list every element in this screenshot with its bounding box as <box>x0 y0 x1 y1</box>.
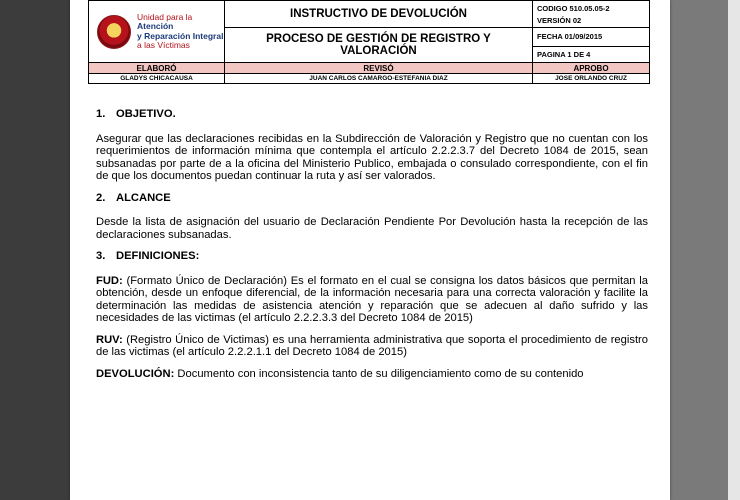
section-title: ALCANCE <box>116 191 171 204</box>
version-text: VERSIÓN 02 <box>537 15 582 25</box>
elaboro-label: ELABORÓ <box>89 63 225 74</box>
alcance-paragraph: Desde la lista de asignación del usuario de Declaración Pendiente Por Devolución hasta la recepción de las declaraciones subsanadas. <box>96 216 648 241</box>
colombia-seal-icon <box>97 15 131 49</box>
logo-cell <box>89 1 225 63</box>
section-title: OBJETIVO. <box>116 108 176 120</box>
section-number: 3. <box>96 250 106 262</box>
section-heading-definiciones <box>96 250 648 263</box>
brand-logo-text: Unidad para la Atención y Reparación Integral a las Víctimas <box>137 11 224 50</box>
reviso-name: JUAN CARLOS CAMARGO-ESTEFANIA DIAZ <box>225 74 533 84</box>
definition-term: FUD: <box>96 274 123 287</box>
document-header-table <box>88 0 650 84</box>
document-date: FECHA 01/09/2015 <box>533 28 650 47</box>
aprobo-name: JOSE ORLANDO CRUZ <box>533 74 650 84</box>
section-heading-objetivo <box>96 108 648 121</box>
document-title: INSTRUCTIVO DE DEVOLUCIÓN <box>225 1 533 28</box>
definition-term: DEVOLUCIÓN: <box>96 367 175 380</box>
section-heading-alcance <box>96 192 648 205</box>
definition-fud <box>96 275 648 325</box>
document-body <box>96 108 648 389</box>
document-code <box>533 1 650 28</box>
aprobo-label: APROBO <box>533 63 650 74</box>
document-page[interactable] <box>70 0 670 500</box>
viewer-scrollbar-track[interactable] <box>728 0 740 500</box>
code-text: CODIGO 510.05.05-2 <box>537 3 610 13</box>
elaboro-name: GLADYS CHICACAUSA <box>89 74 225 84</box>
definition-term: RUV: <box>96 333 123 346</box>
definition-text: Documento con inconsistencia tanto de su diligenciamiento como de su contenido <box>174 367 584 380</box>
definition-text: (Registro Único de Victimas) es una herramienta administrativa que soporta el procedimiento de registro de las victimas (el artículo 2.2.2.1.1 del Decreto 1084 de 2015) <box>96 333 648 358</box>
viewer-left-gutter <box>0 0 70 500</box>
section-number: 2. <box>96 191 106 204</box>
definition-devolucion <box>96 368 648 381</box>
section-title: DEFINICIONES: <box>116 250 200 262</box>
objetivo-paragraph: Asegurar que las declaraciones recibidas en la Subdirección de Valoración y Registro que no cuentan con los requerimientos de información mínima que contempla el artículo 2.2.2.3.7 del Decreto 1084 de 2015, sean subsanadas por parte de a la oficina del Ministerio Publico, embajada o consulado correspondiente, con el fin de que los documentos puedan continuar la ruta y así ser valorados. <box>96 132 648 182</box>
section-number: 1. <box>96 108 106 120</box>
reviso-label: REVISÓ <box>225 63 533 74</box>
document-subtitle: PROCESO DE GESTIÓN DE REGISTRO Y VALORACIÓN <box>225 28 533 63</box>
definition-ruv <box>96 334 648 359</box>
document-page-number: PAGINA 1 DE 4 <box>533 46 650 62</box>
definition-text: (Formato Único de Declaración) Es el formato en el cual se consigna los datos básicos que permitan la obtención, desde un enfoque diferencial, de la información necesaria para una correcta valoración y facilite la determinación las medidas de asistencia atención y reparación que se adecuen al daño sufrido y las necesidades de las victimas (el artículo 2.2.2.3.3 del Decreto 1084 de 2015) <box>96 274 648 324</box>
